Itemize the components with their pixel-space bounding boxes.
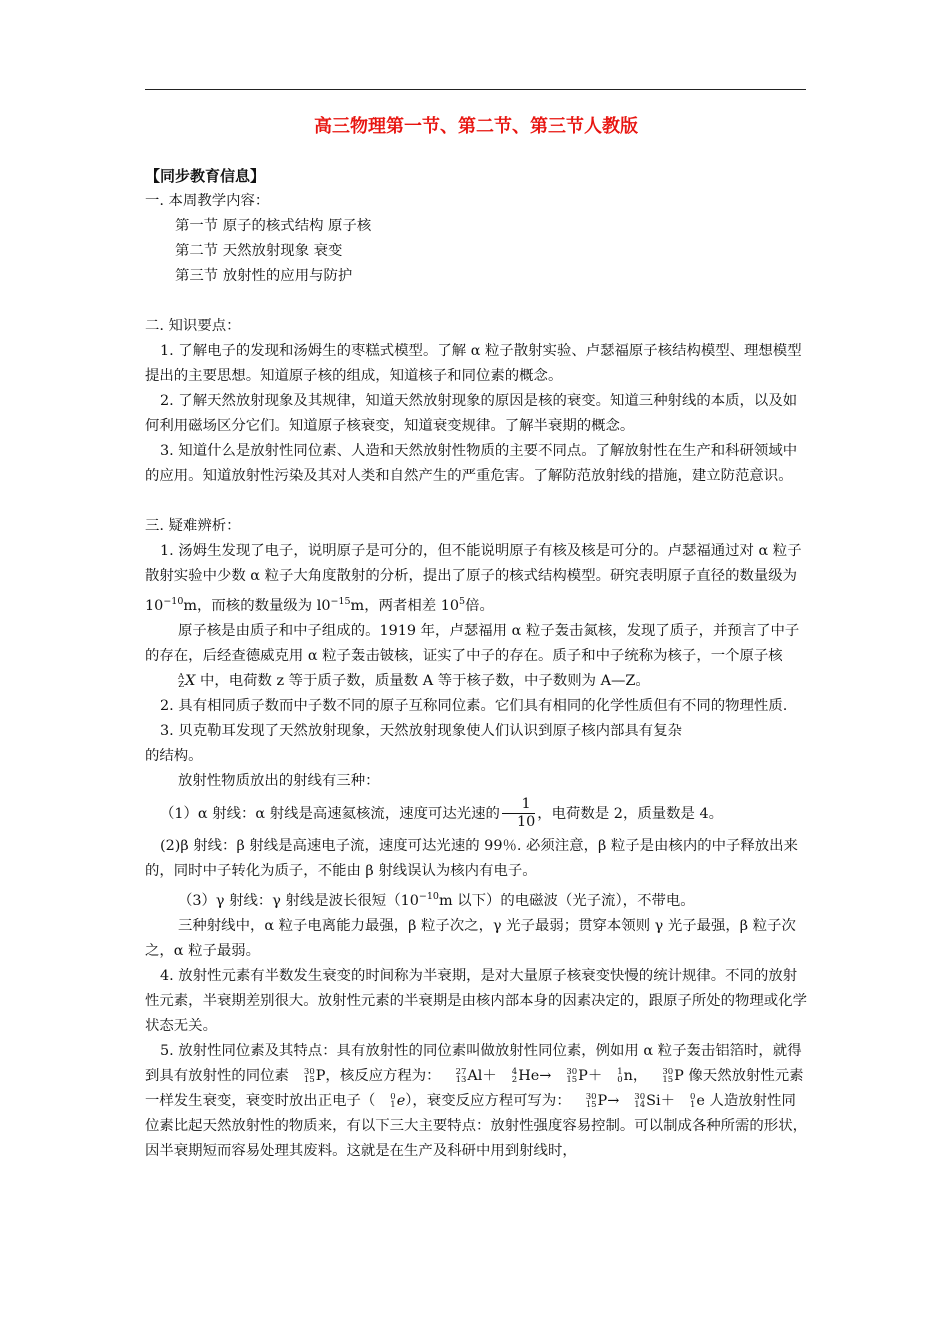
section1-heading: 一. 本周教学内容： xyxy=(145,193,270,209)
knowledge-point: 1. 了解电子的发现和汤姆生的枣糕式模型。了解 α 粒子散射实验、卢瑟福原子核结构模型、理想模型提出的主要思想。知道原子核的组成，知道核子和同位素的概念。 xyxy=(145,343,802,384)
analysis-paragraph: 5. 放射性同位素及其特点：具有放射性的同位素叫做放射性同位素，例如用 α 粒子轰击铝箔时，就得到具有放射性的同位素 30 15 P，核反应方程为： 27 13 Al＋ 4 2 He→ 30 15 P＋ 1 0 n， 30 15 P 像天然放射性元素一样发生衰变，衰变时放出正电子（ 0 1 e），衰变反应方程可写为： 30 15 P→ 30 14 Si＋ 0 1 e 人造放射性同位素比起天然放射性的物质来，有以下三大主要特点：放射性强度容易控制。可以制成各种所需的形状，因半衰期短而容易处理其废料。这就是在生产及科研中用到射线时， xyxy=(145,1042,807,1159)
header-rule xyxy=(145,89,806,90)
alpha-ray-line: （1）α 射线：α 射线是高速氦核流，速度可达光速的 $\frac{1}{10}$ ，电荷数是 2，质量数是 4。 xyxy=(160,796,724,831)
section3-heading: 三. 疑难辨析： xyxy=(145,518,241,534)
document-body xyxy=(145,110,807,1164)
knowledge-point: 3. 知道什么是放射性同位素、人造和天然放射性物质的主要不同点。了解放射性在生产和科研领域中的应用。知道放射性污染及其对人类和自然产生的严重危害。了解防范放射线的措施，建立防范意识。 xyxy=(145,443,798,484)
fraction: $\frac{1}{10}$ xyxy=(502,796,535,831)
nuclide-notation: A Z xyxy=(178,671,185,690)
section2-heading: 二. 知识要点： xyxy=(145,318,241,334)
analysis-paragraph: 2. 具有相同质子数而中子数不同的原子互称同位素。它们具有相同的化学性质但有不同的物理性质. xyxy=(160,697,788,714)
beta-ray-paragraph: (2)β 射线：β 射线是高速电子流，速度可达光速的 99％. 必须注意，β 粒子是由核内的中子释放出来的，同时中子转化为质子，不能由 β 射线误认为核内有电子。 xyxy=(145,837,798,879)
analysis-paragraph: 1. 汤姆生发现了电子，说明原子是可分的，但不能说明原子有核及核是可分的。卢瑟福通过对 α 粒子散射实验中少数 α 粒子大角度散射的分析，提出了原子的核式结构模型。研究表明原子直径的数量级为 $10^{-10}m$，而核的数量级为 $l0^{-15}m$，两者相差 $10^5$倍。 xyxy=(145,543,802,614)
document-title: 高三物理第一节、第二节、第三节人教版 xyxy=(314,116,638,137)
section-header: 【同步教育信息】 xyxy=(145,167,266,185)
analysis-paragraph: 4. 放射性元素有半数发生衰变的时间称为半衰期，是对大量原子核衰变快慢的统计规律。不同的放射性元素，半衰期差别很大。放射性元素的半衰期是由核内部本身的因素决定的，跟原子所处的物理或化学状态无关。 xyxy=(145,967,807,1034)
analysis-paragraph: 原子核是由质子和中子组成的。1919 年，卢瑟福用 α 粒子轰击氮核，发现了质子，并预言了中子的存在，后经查德威克用 α 粒子轰击铍核，证实了中子的存在。质子和中子统称为核子，一个原子核 A Z X 中，电荷数 z 等于质子数，质量数 A 等于核子数，中子数则为 A—Z。 xyxy=(145,622,800,690)
content-item: 第一节 原子的核式结构 原子核 xyxy=(175,218,372,234)
gamma-ray-line: （3）γ 射线：γ 射线是波长很短（$10^{-10}m$ 以下）的电磁波（光子流），不带电。 xyxy=(178,890,695,909)
content-item: 第三节 放射性的应用与防护 xyxy=(175,268,353,284)
content-item: 第二节 天然放射现象 衰变 xyxy=(175,243,343,259)
analysis-paragraph: 放射性物质放出的射线有三种： xyxy=(178,772,380,789)
analysis-paragraph: 的结构。 xyxy=(145,747,203,764)
analysis-paragraph: 3. 贝克勒耳发现了天然放射现象，天然放射现象使人们认识到原子核内部具有复杂 xyxy=(160,722,682,739)
analysis-paragraph: 三种射线中，α 粒子电离能力最强，β 粒子次之，γ 光子最弱；贯穿本领则 γ 光子最强，β 粒子次之，α 粒子最弱。 xyxy=(145,917,796,959)
knowledge-point: 2. 了解天然放射现象及其规律，知道天然放射现象的原因是核的衰变。知道三种射线的本质，以及如何利用磁场区分它们。知道原子核衰变，知道衰变规律。了解半衰期的概念。 xyxy=(145,393,798,434)
